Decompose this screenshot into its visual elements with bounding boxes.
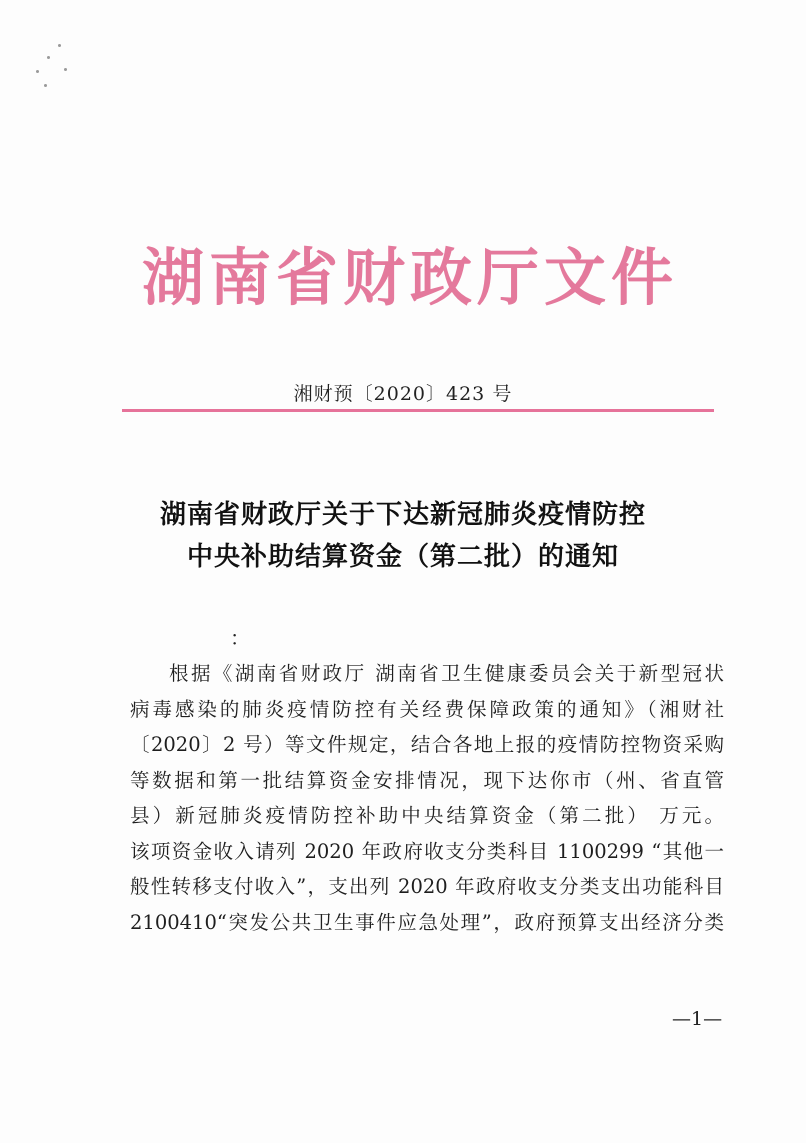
body-line: 〔2020〕2 号）等文件规定，结合各地上报的疫情防控物资采购 — [130, 733, 724, 756]
scan-speck — [44, 84, 47, 87]
body-paragraph — [130, 656, 724, 940]
document-masthead: 湖南省财政厅文件 — [141, 241, 678, 314]
title-line-1: 湖南省财政厅关于下达新冠肺炎疫情防控 — [159, 500, 646, 530]
scan-speck — [36, 70, 39, 73]
body-line: 等数据和第一批结算资金安排情况，现下达你市（州、省直管 — [130, 768, 724, 792]
red-separator-line — [122, 409, 714, 412]
body-line: 县）新冠肺炎疫情防控补助中央结算资金（第二批） 万元。 — [130, 804, 724, 827]
scan-speck — [58, 44, 61, 47]
document-title — [0, 494, 806, 578]
body-line: 般性转移支付收入”，支出列 2020 年政府收支分类支出功能科目 — [130, 875, 724, 898]
body-line: 根据《湖南省财政厅 湖南省卫生健康委员会关于新型冠状 — [169, 662, 724, 685]
salutation: ： — [230, 626, 250, 650]
title-line-2: 中央补助结算资金（第二批）的通知 — [186, 542, 619, 572]
scan-speck — [47, 56, 50, 59]
body-line: 2100410“突发公共卫生事件应急处理”，政府预算支出经济分类 — [130, 910, 724, 934]
body-line: 病毒感染的肺炎疫情防控有关经费保障政策的通知》（湘财社 — [130, 697, 724, 721]
document-number: 湘财预〔2020〕423 号 — [293, 383, 513, 405]
page-number: —1— — [672, 1008, 723, 1030]
scan-speck — [64, 68, 67, 71]
body-line: 该项资金收入请列 2020 年政府收支分类科目 1100299 “其他一 — [130, 839, 724, 863]
